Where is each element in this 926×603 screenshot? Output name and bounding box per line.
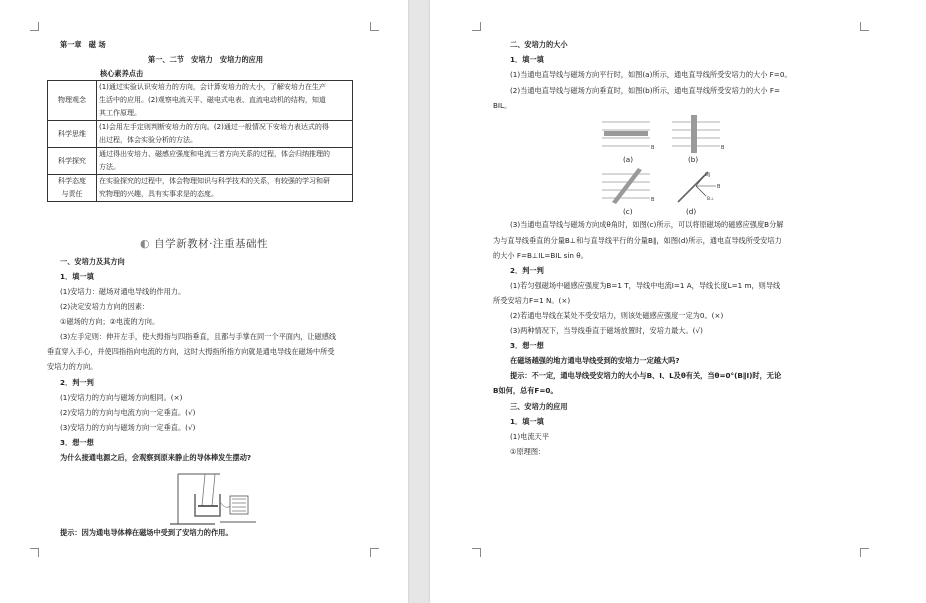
section-title: 第一、二节 安培力 安培力的应用 [148,55,264,64]
figure-d-field-decomposition [670,166,725,206]
question: 为什么接通电源之后，会观察到原来静止的导体棒发生摆动? [60,453,252,462]
table-row-label: 科学探究 [48,148,97,175]
paragraph-line: 垂直穿入手心，并使四指指向电流的方向，这时大拇指所指方向就是通电导线在磁场中所受 [47,347,335,356]
figure-a-parallel-wire [600,114,655,154]
paragraph-line: (1)安培力的方向与磁场方向相同。(×) [60,393,183,402]
paragraph-line: ①磁场的方向；②电流的方向。 [60,317,160,326]
section-banner: ◐ 自学新教材·注重基础性 [140,237,268,250]
subheading: 3．想一想 [60,438,94,447]
question: 在磁场越强的地方通电导线受到的安培力一定越大吗? [510,356,680,365]
svg-text:B: B [651,145,655,151]
paragraph-line: (3)两种情况下，当导线垂直于磁场放置时，安培力最大。(√) [510,326,703,335]
subheading: 2．判一判 [60,378,94,387]
paragraph-line: 为与直导线垂直的分量B⊥和与直导线平行的分量B∥，如图(d)所示，通电直导线所受安培力 [493,236,782,245]
crop-mark [30,548,39,557]
figure-b-perpendicular-wire [670,114,725,154]
paragraph-line: (1)当通电直导线与磁场方向平行时，如图(a)所示，通电直导线所受安培力的大小 F=0。 [510,70,792,79]
paragraph-line: (3)安培力的方向与磁场方向一定垂直。(√) [60,423,196,432]
hint-text: 提示：不一定，通电导线受安培力的大小与B、I、L及θ有关，当θ=0°(B∥I)时，无论 [510,371,782,380]
figure-label-b: (b) [688,155,699,164]
crop-mark [472,22,481,31]
paragraph-line: (2)决定安培力方向的因素： [60,302,150,311]
table-row: 科学探究 通过得出安培力、磁感应强度和电流三者方向关系的过程，体会归纳推理的 方法。 [48,148,353,175]
literacy-heading: 核心素养点击 [100,69,144,78]
paragraph-line: 所受安培力F=1 N。(×) [493,296,571,305]
paragraph-line: (1)电流天平 [510,432,549,441]
crop-mark [30,22,39,31]
table-row-label: 科学态度 与责任 [48,175,97,202]
table-row: 科学思维 (1)会用左手定则判断安培力的方向。(2)通过一般情况下安培力表达式的得 出过程，体会实验分析的方法。 [48,121,353,148]
table-row: 物理观念 (1)通过实验认识安培力的方向，会计算安培力的大小，了解安培力在生产 生活中的应用。(2)观察电流天平、磁电式电表、直流电动机的结构，知道 其工作原理。 [48,81,353,121]
figure-label-c: (c) [623,207,633,216]
svg-text:B: B [717,184,721,190]
subheading: 1．填一填 [510,55,544,64]
svg-text:B∥: B∥ [705,173,711,178]
paragraph-line: (3)左手定则：伸开左手，使大拇指与四指垂直，且都与手掌在同一个平面内，让磁感线 [60,332,337,341]
svg-text:B: B [721,145,725,151]
crop-mark [472,548,481,557]
table-row-label: 科学思维 [48,121,97,148]
paragraph-line: ①原理图： [510,447,546,456]
document-page-2 [430,0,926,603]
crop-mark [860,22,869,31]
svg-text:B⊥: B⊥ [707,197,715,202]
crop-mark [860,548,869,557]
figure-c-angled-wire [600,166,655,206]
subheading: 2．判一判 [510,266,544,275]
paragraph-line: (3)当通电直导线与磁场方向成θ角时，如图(c)所示，可以将原磁场的磁感应强度B分解 [510,220,784,229]
table-row-label: 物理观念 [48,81,97,121]
heading-1: 一、安培力及其方向 [60,257,125,266]
paragraph-line: 安培力的方向。 [47,362,98,371]
subheading: 1．填一填 [510,417,544,426]
document-page-1 [0,0,408,603]
figure-label-a: (a) [623,155,634,164]
heading-3: 三、安培力的应用 [510,402,568,411]
figure-label-d: (d) [686,207,697,216]
crop-mark [370,548,379,557]
subheading: 1．填一填 [60,272,94,281]
paragraph-line: (2)安培力的方向与电流方向一定垂直。(√) [60,408,196,417]
paragraph-line: BIL。 [493,101,512,110]
svg-text:B: B [651,197,655,203]
paragraph-line: (1)安培力：磁场对通电导线的作用力。 [60,287,186,296]
table-row: 科学态度 与责任 在实验探究的过程中，体会物理知识与科学技术的关系，有较强的学习和研 究物理的兴趣，具有实事求是的态度。 [48,175,353,202]
crop-mark [370,22,379,31]
experiment-apparatus-figure [160,466,260,528]
hint-text: B如何，总有F=0。 [493,386,558,395]
hint-text: 提示：因为通电导体棒在磁场中受到了安培力的作用。 [60,528,233,537]
paragraph-line: (1)若匀强磁场中磁感应强度为B=1 T，导线中电流I=1 A，导线长度L=1 m，则导线 [510,281,781,290]
heading-2: 二、安培力的大小 [510,40,568,49]
paragraph-line: 的大小 F=B⊥IL=BIL sin θ。 [493,251,588,260]
paragraph-line: (2)当通电直导线与磁场方向垂直时，如图(b)所示，通电直导线所受安培力的大小 F= [510,86,780,95]
subheading: 3．想一想 [510,341,544,350]
banner-logo-icon: ◐ [140,237,151,250]
paragraph-line: (2)若通电导线在某处不受安培力，则该处磁感应强度一定为0。(×) [510,311,724,320]
literacy-table [47,80,353,202]
chapter-heading: 第一章 磁 场 [60,40,106,49]
